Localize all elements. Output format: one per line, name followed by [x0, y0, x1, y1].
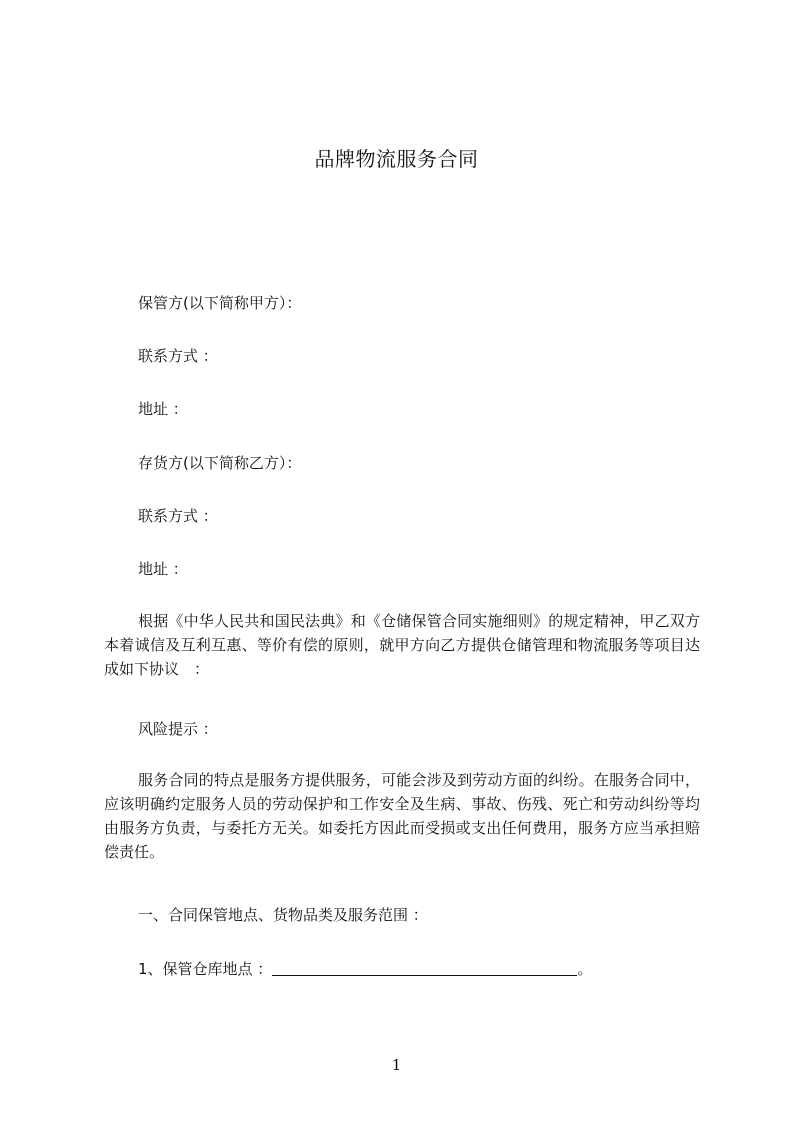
custodian-label: 保管方(以下简称甲方）：: [138, 294, 302, 312]
risk-text: 服务合同的特点是服务方提供服务，可能会涉及到劳动方面的纠纷。在服务合同中，应该明确约定服务人员的劳动保护和工作安全及生病、事故、伤残、死亡和劳动纠纷等均由服务方负责，与委托方无关。如委托方因此而受损或支出任何费用，服务方应当承担赔偿责任。: [104, 771, 700, 861]
warehouse-location-blank: [272, 961, 577, 976]
preamble-paragraph: [104, 609, 700, 681]
depositor-address-label: 地址 ：: [138, 560, 188, 578]
item-1-line: [138, 958, 592, 979]
preamble-text: 根据《中华人民共和国民法典》和《仓储保管合同实施细则》的规定精神，甲乙双方本着诚信及互利互惠、等价有偿的原则，就甲方向乙方提供仓储管理和物流服务等项目达成如下协议 ：: [104, 612, 700, 678]
risk-paragraph: [104, 768, 700, 864]
depositor-contact-label: 联系方式 ：: [138, 507, 218, 525]
section-1-heading: 一、合同保管地点、货物品类及服务范围 ：: [138, 906, 428, 924]
page-number: 1: [391, 1056, 402, 1074]
risk-heading: 风险提示 ：: [138, 720, 218, 738]
item-1-label: 1、保管仓库地点 ：: [138, 960, 273, 978]
custodian-address-label: 地址 ：: [138, 400, 188, 418]
depositor-label: 存货方(以下简称乙方）：: [138, 454, 302, 472]
item-1-end: 。: [577, 960, 593, 978]
document-title: 品牌物流服务合同: [314, 147, 479, 171]
custodian-contact-label: 联系方式 ：: [138, 347, 218, 365]
